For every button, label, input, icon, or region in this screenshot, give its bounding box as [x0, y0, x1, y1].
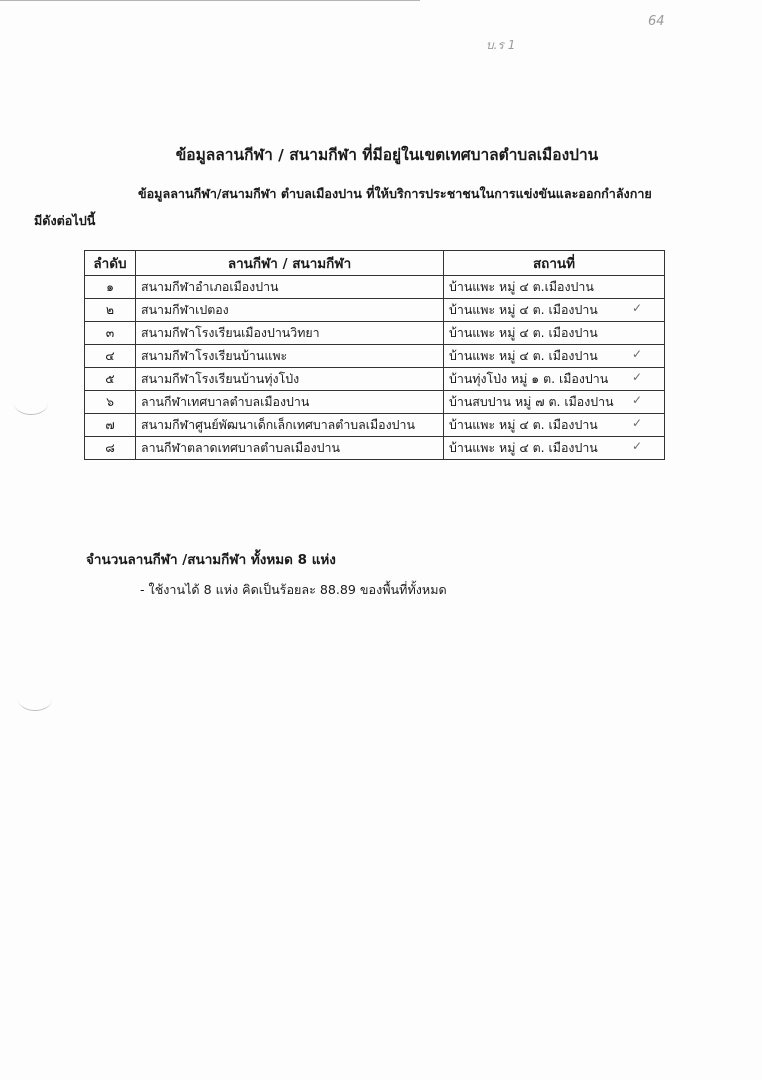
row-location: [444, 276, 665, 299]
row-order: [85, 276, 136, 299]
handwritten-check-mark: ✓: [631, 416, 642, 430]
table-row: [85, 437, 665, 460]
row-location-text: บ้านแพะ หมู่ ๔ ต. เมืองปาน: [449, 324, 598, 340]
row-location-text: บ้านแพะ หมู่ ๔ ต. เมืองปาน: [449, 301, 598, 317]
handwritten-note: บ.ร 1: [486, 38, 516, 52]
row-location-text: บ้านแพะ หมู่ ๔ ต.เมืองปาน: [449, 278, 594, 294]
row-field-name-text: สนามกีฬาศูนย์พัฒนาเด็กเล็กเทศบาลตำบลเมืองปาน: [141, 416, 415, 432]
table-header-row: [85, 251, 665, 276]
row-field-name: [136, 437, 444, 460]
row-order-text: ๕: [105, 370, 115, 386]
row-order: [85, 368, 136, 391]
row-field-name-text: ลานกีฬาตลาดเทศบาลตำบลเมืองปาน: [141, 439, 340, 455]
row-order: [85, 345, 136, 368]
row-location: [444, 322, 665, 345]
handwritten-page-number: 64: [648, 14, 665, 29]
row-order-text: ๔: [105, 347, 115, 363]
row-order-text: ๘: [105, 439, 115, 455]
row-field-name: [136, 391, 444, 414]
row-location-text: บ้านสบปาน หมู่ ๗ ต. เมืองปาน: [449, 393, 614, 409]
table-row: [85, 299, 665, 322]
row-order: [85, 437, 136, 460]
handwritten-check-mark: ✓: [631, 370, 642, 384]
summary-heading: จำนวนลานกีฬา /สนามกีฬา ทั้งหมด 8 แห่ง: [86, 552, 336, 568]
sports-field-table: [84, 250, 665, 460]
row-field-name: [136, 414, 444, 437]
row-field-name: [136, 368, 444, 391]
row-order-text: ๓: [105, 324, 115, 340]
row-field-name: [136, 322, 444, 345]
scan-edge-line: [0, 0, 420, 1]
row-location-text: บ้านแพะ หมู่ ๔ ต. เมืองปาน: [449, 439, 598, 455]
intro-line-2: มีดังต่อไปนี้: [34, 213, 96, 228]
row-order: [85, 322, 136, 345]
handwritten-check-mark: ✓: [631, 301, 642, 315]
table-row: [85, 276, 665, 299]
row-field-name: [136, 345, 444, 368]
row-order: [85, 299, 136, 322]
intro-paragraph: [34, 180, 676, 234]
row-order: [85, 391, 136, 414]
row-location: [444, 299, 665, 322]
table-row: [85, 391, 665, 414]
row-location: [444, 345, 665, 368]
row-location-text: บ้านแพะ หมู่ ๔ ต. เมืองปาน: [449, 416, 598, 432]
row-order-text: ๑: [106, 278, 114, 294]
row-location: [444, 414, 665, 437]
row-location-text: บ้านทุ่งโป่ง หมู่ ๑ ต. เมืองปาน: [449, 370, 609, 386]
table-row: [85, 368, 665, 391]
row-field-name: [136, 276, 444, 299]
row-field-name-text: สนามกีฬาโรงเรียนเมืองปานวิทยา: [141, 324, 320, 340]
row-location: [444, 437, 665, 460]
row-order: [85, 414, 136, 437]
row-order-text: ๗: [105, 416, 115, 432]
table-row: [85, 345, 665, 368]
summary-detail: - ใช้งานได้ 8 แห่ง คิดเป็นร้อยละ 88.89 ของพื้นที่ทั้งหมด: [140, 582, 447, 597]
header-location: สถานที่: [444, 251, 665, 276]
row-location-text: บ้านแพะ หมู่ ๔ ต. เมืองปาน: [449, 347, 598, 363]
intro-line-1: ข้อมูลลานกีฬา/สนามกีฬา ตำบลเมืองปาน ที่ให้บริการประชาชนในการแข่งขันและออกกำลังกาย: [138, 186, 652, 201]
row-location: [444, 368, 665, 391]
row-field-name-text: สนามกีฬาโรงเรียนบ้านแพะ: [141, 347, 288, 363]
row-location: [444, 391, 665, 414]
row-field-name-text: สนามกีฬาอำเภอเมืองปาน: [141, 278, 279, 294]
row-order-text: ๒: [105, 301, 115, 317]
row-field-name-text: ลานกีฬาเทศบาลตำบลเมืองปาน: [141, 393, 310, 409]
handwritten-check-mark: ✓: [631, 347, 642, 361]
binder-hole-mark: [18, 688, 52, 711]
header-order: ลำดับ: [85, 251, 136, 276]
row-field-name: [136, 299, 444, 322]
row-field-name-text: สนามกีฬาโรงเรียนบ้านทุ่งโป่ง: [141, 370, 300, 386]
document-title: ข้อมูลลานกีฬา / สนามกีฬา ที่มีอยู่ในเขตเทศบาลตำบลเมืองปาน: [175, 146, 599, 164]
handwritten-check-mark: ✓: [631, 393, 642, 407]
table-row: [85, 322, 665, 345]
row-field-name-text: สนามกีฬาเปตอง: [141, 301, 229, 317]
binder-hole-mark: [14, 392, 48, 415]
row-order-text: ๖: [106, 393, 114, 409]
handwritten-check-mark: ✓: [631, 439, 642, 453]
header-field-name: ลานกีฬา / สนามกีฬา: [136, 251, 444, 276]
table-row: [85, 414, 665, 437]
